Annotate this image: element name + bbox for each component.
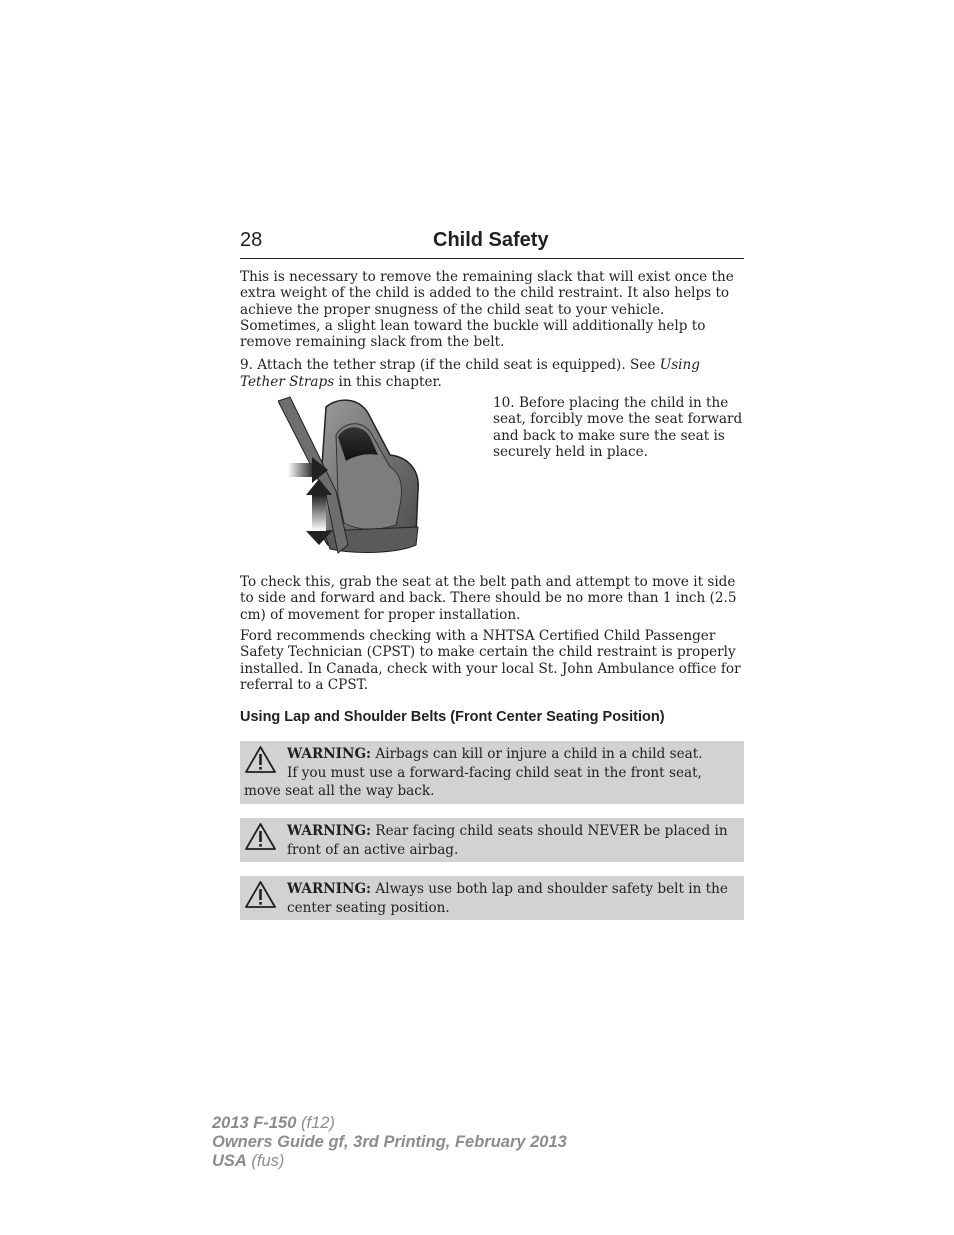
step-9-text: 9. Attach the tether strap (if the child seat is equipped). See bbox=[240, 357, 660, 374]
figure-row bbox=[240, 395, 744, 560]
tether-straps-link[interactable]: Using Tether Straps bbox=[240, 357, 700, 390]
manual-page bbox=[240, 229, 744, 920]
section-title: Child Safety bbox=[433, 229, 549, 251]
paragraph-slack: This is necessary to remove the remaining slack that will exist once the extra weight of the child is added to the child restraint. It also helps to achieve the proper snugness of the child seat to your vehicle. Sometimes, a slight lean toward the buckle will additionally help to remove remaining slack from the belt. bbox=[240, 269, 734, 351]
warning-label: WARNING: bbox=[287, 746, 372, 763]
footer-region-code: (fus) bbox=[246, 1152, 285, 1170]
warning-1-text: Airbags can kill or injure a child in a child seat. bbox=[371, 746, 703, 763]
step-9 bbox=[240, 357, 744, 390]
footer-region: USA bbox=[212, 1152, 247, 1170]
paragraph-cpst: Ford recommends checking with a NHTSA Certified Child Passenger Safety Technician (CPST) to make certain the child restraint is properly installed. In Canada, check with your local St. John Ambulance office for referral to a CPST. bbox=[240, 627, 741, 693]
page-footer bbox=[212, 1114, 567, 1171]
step-9-suffix: in this chapter. bbox=[334, 373, 442, 390]
warning-triangle-icon bbox=[244, 745, 277, 774]
footer-region-line bbox=[212, 1152, 567, 1171]
paragraph-check: To check this, grab the seat at the belt path and attempt to move it side to side and forward and back. There should be no more than 1 inch (2.5 cm) of movement for proper installation. bbox=[240, 574, 737, 623]
child-seat-icon bbox=[278, 395, 423, 557]
warning-triangle-icon bbox=[244, 880, 277, 909]
footer-model-line bbox=[212, 1114, 567, 1133]
warning-1-line2: If you must use a forward-facing child seat in the front seat, bbox=[287, 764, 702, 781]
warning-3-text: Always use both lap and shoulder safety belt in the center seating position. bbox=[287, 881, 728, 916]
warning-2-text: Rear facing child seats should NEVER be placed in front of an active airbag. bbox=[287, 823, 728, 858]
child-seat-illustration bbox=[240, 395, 493, 560]
warning-1-line3: move seat all the way back. bbox=[244, 783, 435, 800]
warning-label: WARNING: bbox=[287, 823, 372, 840]
subheading: Using Lap and Shoulder Belts (Front Center Seating Position) bbox=[240, 709, 665, 726]
warning-triangle-icon bbox=[244, 822, 277, 851]
footer-model-code: (f12) bbox=[296, 1114, 335, 1132]
warning-1-line1 bbox=[244, 745, 732, 764]
footer-model: 2013 F-150 bbox=[212, 1114, 297, 1132]
warning-box-2 bbox=[240, 818, 744, 862]
step-10: 10. Before placing the child in the seat, forcibly move the seat forward and back to make sure the seat is securely held in place. bbox=[493, 395, 743, 460]
warning-box-3 bbox=[240, 876, 744, 920]
footer-guide: Owners Guide gf, 3rd Printing, February 2013 bbox=[212, 1133, 567, 1151]
warning-box-1 bbox=[240, 741, 744, 804]
page-number: 28 bbox=[240, 229, 263, 251]
page-header bbox=[240, 229, 744, 259]
warning-label: WARNING: bbox=[287, 881, 372, 898]
